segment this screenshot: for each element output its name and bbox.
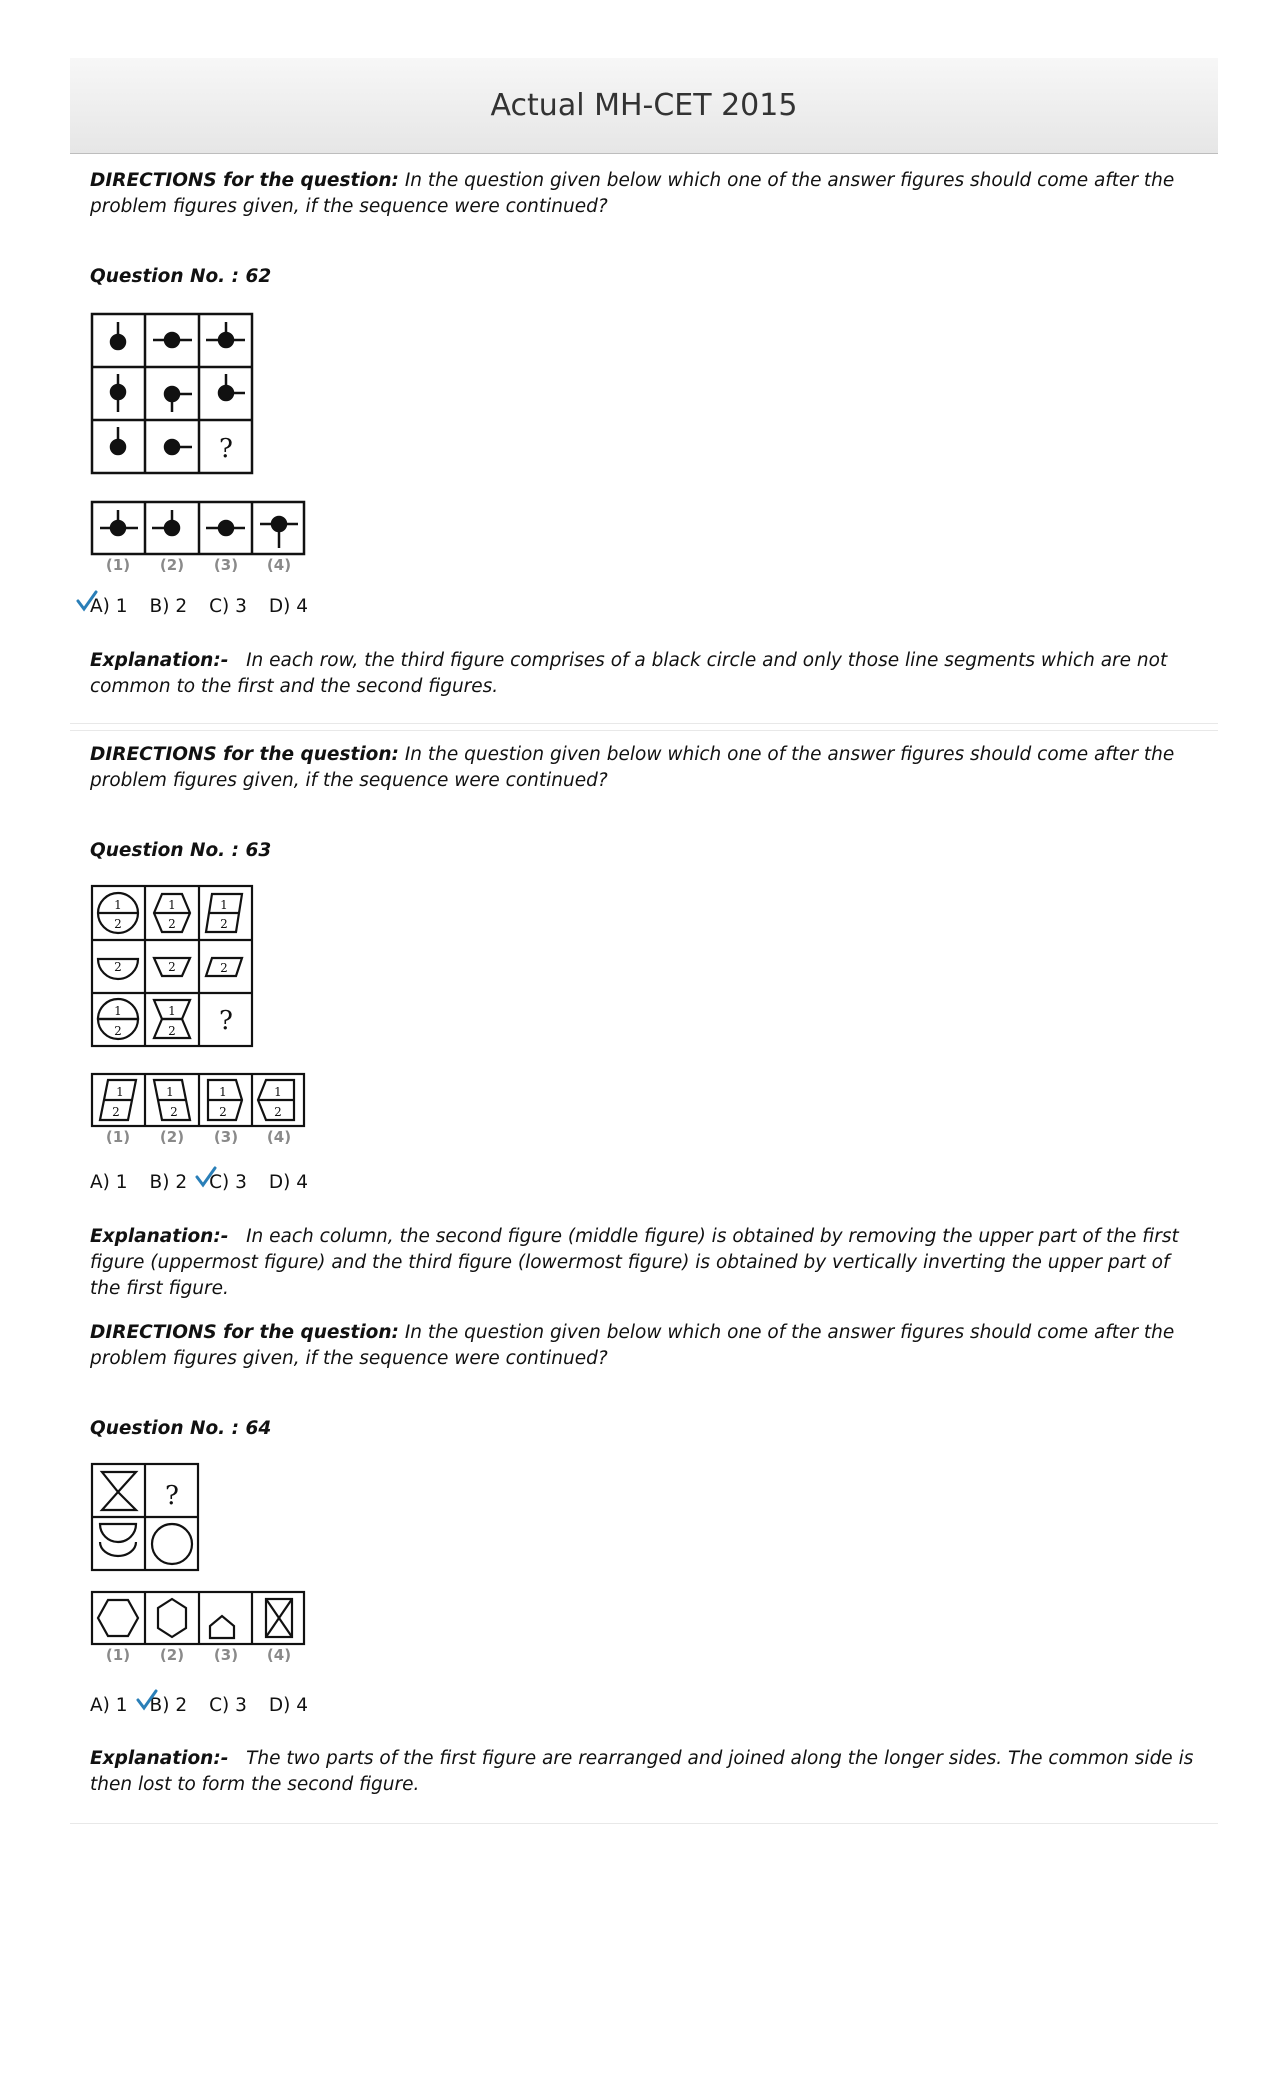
answer-label-2: (2)	[159, 556, 185, 572]
explanation	[90, 1224, 1200, 1302]
directions-label: DIRECTIONS for the question:	[90, 1322, 399, 1343]
directions-label: DIRECTIONS for the question:	[90, 744, 399, 765]
svg-text:1: 1	[116, 1085, 124, 1099]
correct-answer-check-icon	[76, 590, 98, 612]
question-62-block	[90, 168, 1200, 708]
directions	[90, 742, 1200, 794]
option-d[interactable]: D) 4	[268, 1172, 309, 1193]
svg-text:2: 2	[112, 1105, 120, 1119]
option-a[interactable]: A) 1	[90, 1695, 128, 1716]
explanation-label: Explanation:-	[90, 650, 229, 671]
section-divider	[70, 723, 1218, 724]
question-63-block	[90, 742, 1200, 1299]
question-number: Question No. : 64	[90, 1418, 272, 1439]
svg-text:2: 2	[168, 1024, 176, 1038]
svg-text:2: 2	[219, 1105, 227, 1119]
option-c[interactable]: C) 3	[209, 1172, 247, 1193]
option-b[interactable]: B) 2	[149, 596, 188, 617]
question-number: Question No. : 62	[90, 266, 272, 287]
directions	[90, 168, 1200, 220]
svg-text:2: 2	[168, 960, 176, 974]
option-a[interactable]: A) 1	[90, 1172, 128, 1193]
q63-problem-figure	[90, 884, 310, 1144]
correct-answer-check-icon	[136, 1689, 158, 1711]
svg-text:2: 2	[220, 961, 228, 975]
question-number: Question No. : 63	[90, 840, 272, 861]
option-a[interactable]: A) 1	[90, 596, 128, 617]
svg-text:2: 2	[114, 917, 122, 931]
svg-text:1: 1	[219, 1085, 227, 1099]
answer-label-4: (4)	[266, 556, 292, 572]
svg-text:1: 1	[168, 898, 176, 912]
option-b[interactable]: B) 2	[150, 1695, 188, 1716]
missing-figure-mark: ?	[165, 1481, 179, 1511]
svg-text:2: 2	[114, 1024, 122, 1038]
answer-label-2: (2)	[159, 1128, 185, 1144]
answer-label-4: (4)	[266, 1646, 292, 1664]
answer-label-2: (2)	[159, 1646, 185, 1664]
explanation-text: In each column, the second figure (middle figure) is obtained by removing the upper part of the first figure (uppermost figure) and the third figure (lowermost figure) is obtained by vertically inverting the upper part of the first figure.	[90, 1226, 1179, 1299]
option-c[interactable]: C) 3	[209, 596, 247, 617]
page-title: Actual MH-CET 2015	[490, 88, 798, 123]
section-divider	[70, 730, 1218, 731]
option-c[interactable]: C) 3	[209, 1695, 247, 1716]
q64-problem-figure	[90, 1462, 310, 1712]
answer-label-1: (1)	[105, 1128, 131, 1144]
missing-figure-mark: ?	[219, 434, 233, 464]
explanation-text: The two parts of the first figure are rearranged and joined along the longer sides. The common side is then lost to form the second figure.	[90, 1748, 1194, 1795]
svg-text:2: 2	[220, 917, 228, 931]
directions-text: In the question given below which one of the answer figures should come after the problem figures given, if the sequence were continued?	[90, 744, 1175, 791]
directions-text: In the question given below which one of the answer figures should come after the problem figures given, if the sequence were continued?	[90, 1322, 1175, 1369]
svg-text:2: 2	[170, 1105, 178, 1119]
explanation-label: Explanation:-	[90, 1226, 229, 1247]
directions-label: DIRECTIONS for the question:	[90, 170, 399, 191]
explanation-label: Explanation:-	[90, 1748, 229, 1769]
answer-label-1: (1)	[105, 556, 131, 572]
explanation-text: In each row, the third figure comprises of a black circle and only those line segments which are not common to the first and the second figures.	[90, 650, 1168, 697]
answer-label-4: (4)	[266, 1128, 292, 1144]
svg-text:1: 1	[166, 1085, 174, 1099]
svg-text:2: 2	[168, 917, 176, 931]
answer-options	[90, 1695, 330, 1716]
answer-label-1: (1)	[105, 1646, 131, 1664]
answer-options	[90, 1172, 330, 1193]
correct-answer-check-icon	[195, 1166, 217, 1188]
question-64-block	[90, 1320, 1200, 1820]
answer-label-3: (3)	[213, 556, 239, 572]
svg-text:1: 1	[114, 898, 122, 912]
option-d[interactable]: D) 4	[268, 1695, 309, 1716]
directions	[90, 1320, 1200, 1372]
svg-text:1: 1	[168, 1004, 176, 1018]
missing-figure-mark: ?	[219, 1006, 233, 1036]
answer-label-3: (3)	[213, 1646, 239, 1664]
svg-text:1: 1	[114, 1004, 122, 1018]
svg-text:2: 2	[114, 960, 122, 974]
answer-label-3: (3)	[213, 1128, 239, 1144]
section-divider	[70, 1823, 1218, 1824]
svg-text:1: 1	[274, 1085, 282, 1099]
page-header	[70, 58, 1218, 154]
explanation	[90, 648, 1200, 700]
directions-text: In the question given below which one of the answer figures should come after the problem figures given, if the sequence were continued?	[90, 170, 1175, 217]
svg-text:1: 1	[220, 898, 228, 912]
q62-problem-figure	[90, 312, 310, 572]
svg-text:2: 2	[274, 1105, 282, 1119]
explanation	[90, 1746, 1200, 1798]
option-b[interactable]: B) 2	[149, 1172, 188, 1193]
option-d[interactable]: D) 4	[268, 596, 309, 617]
answer-options	[90, 596, 330, 617]
